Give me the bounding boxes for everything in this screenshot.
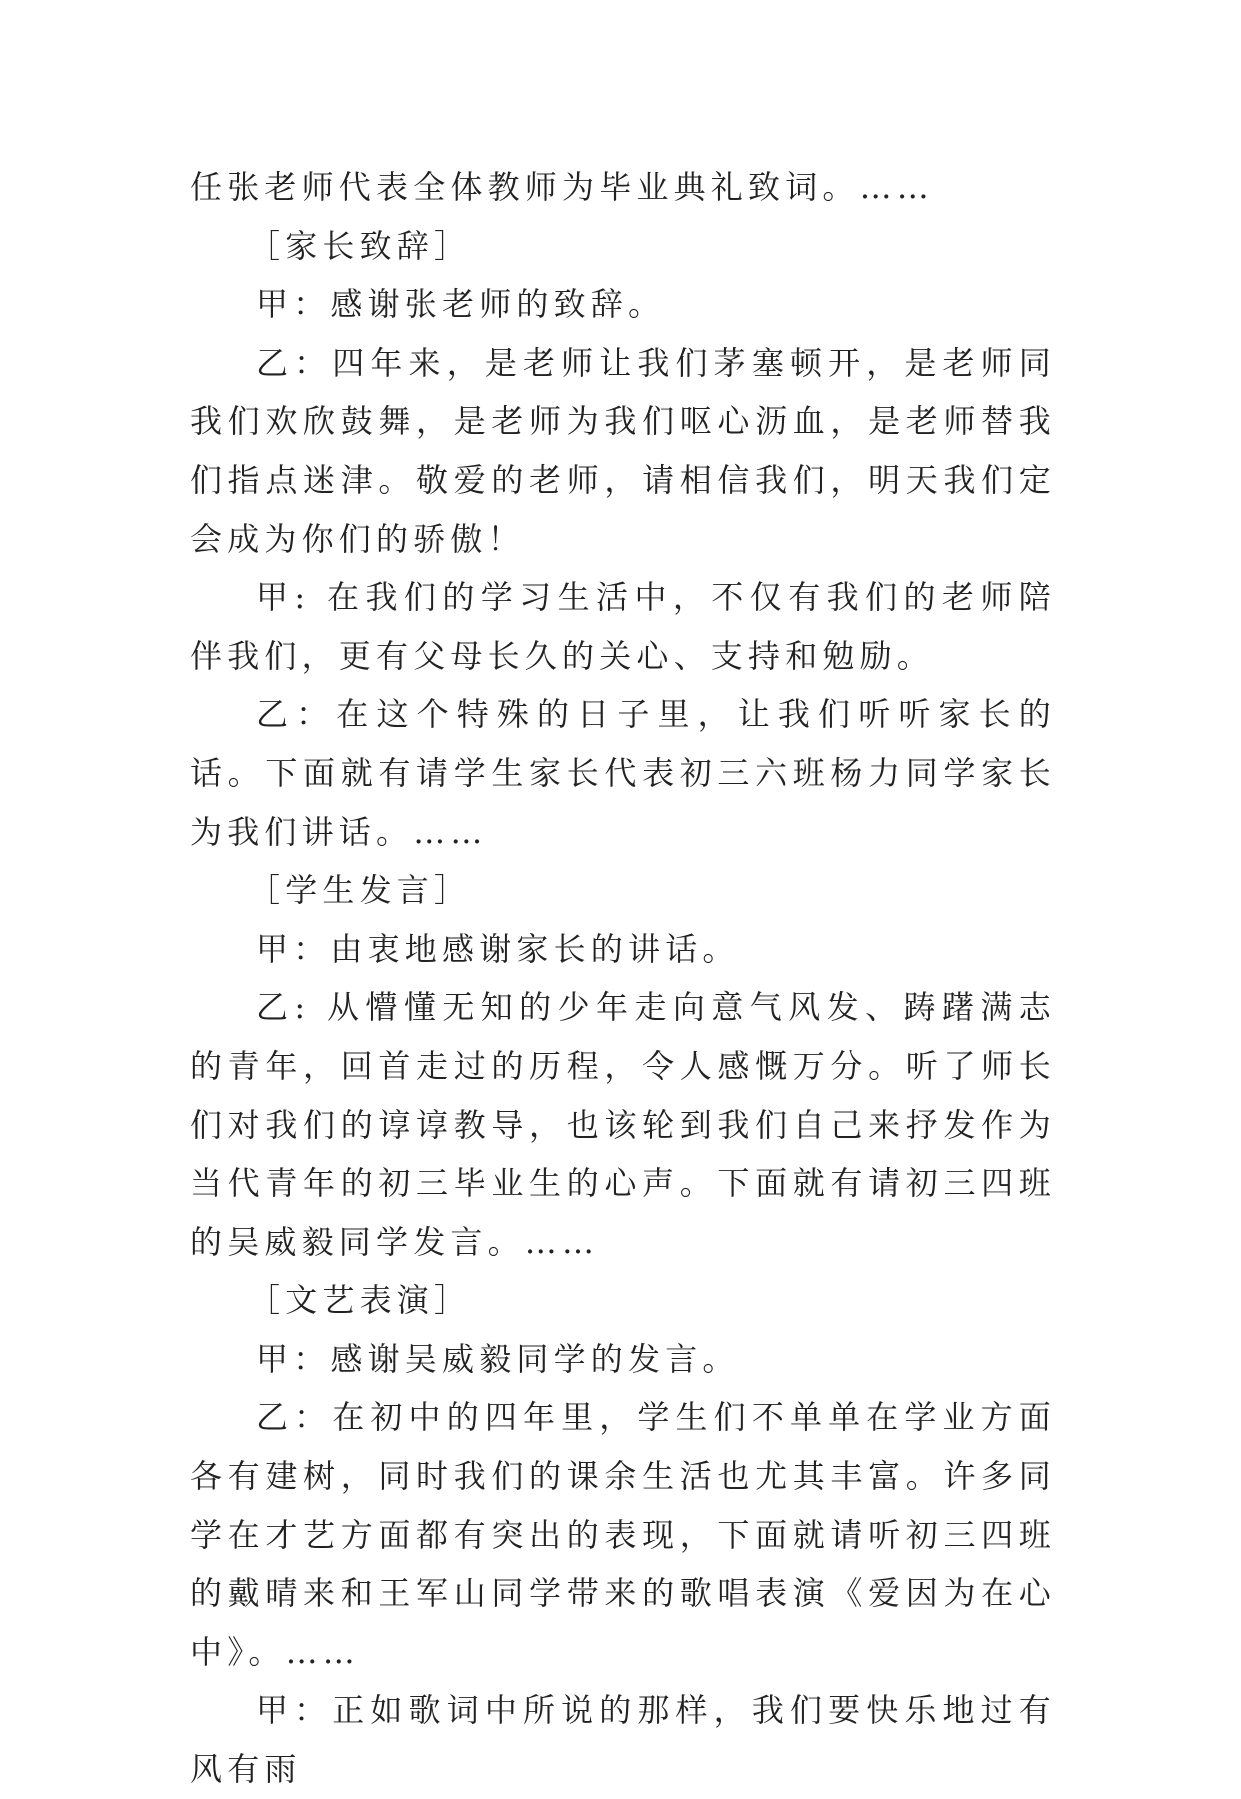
document-body <box>190 158 1056 1799</box>
paragraph: 甲：正如歌词中所说的那样，我们要快乐地过有风有雨 <box>190 1691 1056 1789</box>
section-heading-student-speech: ［学生发言］ <box>248 871 472 910</box>
paragraph-continuation: 任张老师代表全体教师为毕业典礼致词。…… <box>190 168 935 206</box>
paragraph: 甲：由衷地感谢家长的讲话。 <box>256 929 740 968</box>
section-heading-performance: ［文艺表演］ <box>248 1281 472 1320</box>
paragraph: 甲：感谢吴威毅同学的发言。 <box>256 1339 740 1378</box>
paragraph: 乙：在这个特殊的日子里，让我们听听家长的话。下面就有请学生家长代表初三六班杨力同学家长为我们讲话。…… <box>190 695 1056 851</box>
paragraph: 甲: 在我们的学习生活中，不仅有我们的老师陪伴我们，更有父母长久的关心、支持和勉励。 <box>190 578 1056 675</box>
paragraph: 甲：感谢张老师的致辞。 <box>256 285 666 324</box>
section-heading-parent-speech: ［家长致辞］ <box>248 226 472 265</box>
paragraph: 乙：在初中的四年里，学生们不单单在学业方面各有建树，同时我们的课余生活也尤其丰富。许多同学在才艺方面都有突出的表现，下面就请听初三四班的戴晴来和王军山同学带来的歌唱表演《爱因为在心中》。…… <box>190 1398 1056 1671</box>
paragraph: 乙: 从懵懂无知的少年走向意气风发、踌躇满志的青年，回首走过的历程，令人感慨万分。听了师长们对我们的谆谆教导，也该轮到我们自己来抒发作为当代青年的初三毕业生的心声。下面就有请初三四班的吴威毅同学发言。…… <box>190 988 1056 1261</box>
paragraph: 乙：四年来，是老师让我们茅塞顿开，是老师同我们欢欣鼓舞，是老师为我们呕心沥血，是老师替我们指点迷津。敬爱的老师，请相信我们，明天我们定会成为你们的骄傲！ <box>190 343 1056 558</box>
